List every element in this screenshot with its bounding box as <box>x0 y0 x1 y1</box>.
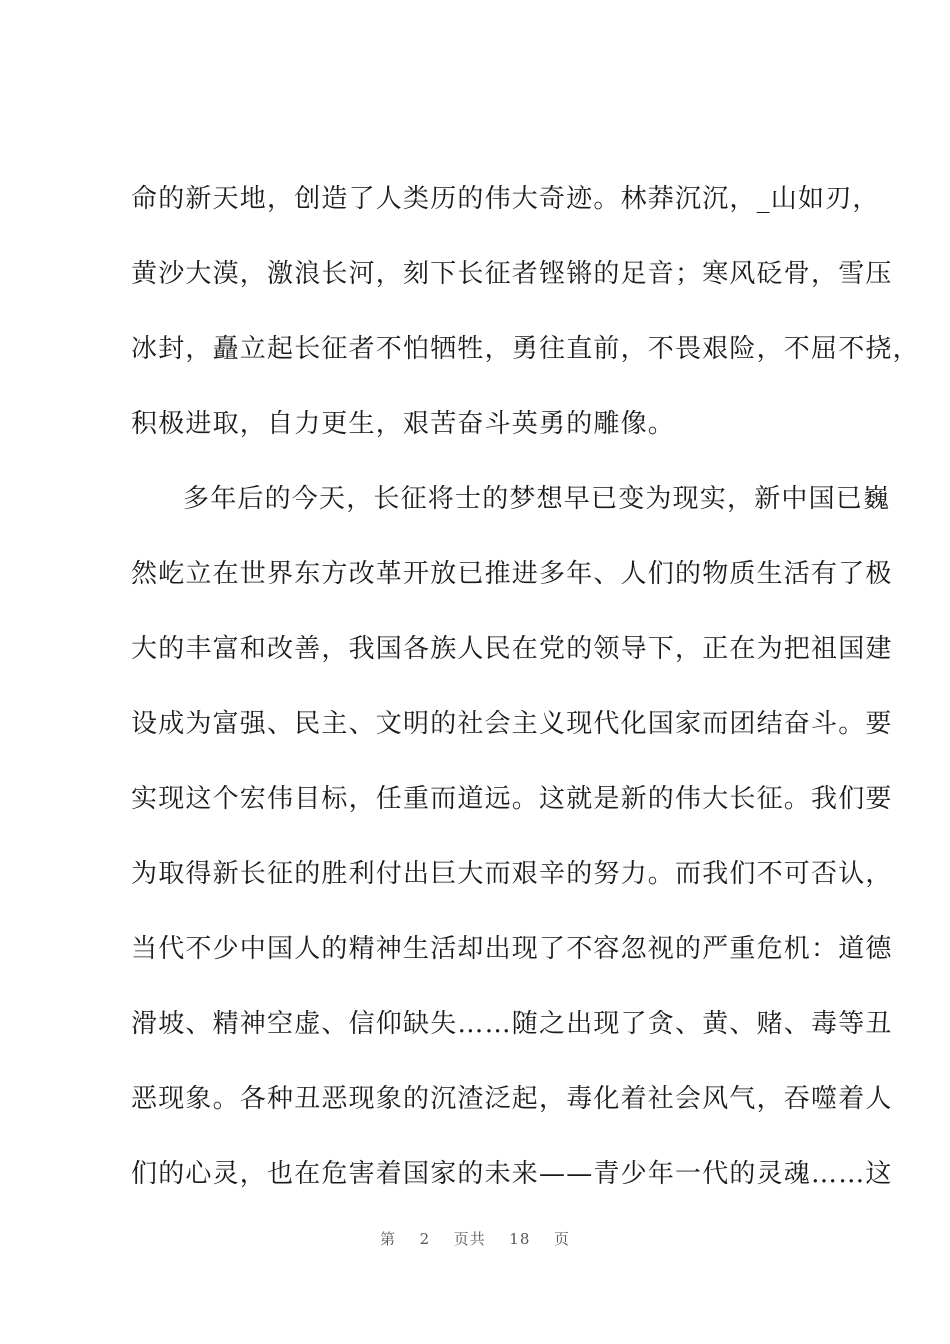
text-line: 滑坡、精神空虚、信仰缺失……随之出现了贪、黄、赌、毒等丑 <box>131 1009 893 1039</box>
total-pages-number: 18 <box>509 1230 531 1248</box>
text-line: 实现这个宏伟目标，任重而道远。这就是新的伟大长征。我们要 <box>131 784 893 814</box>
text-line: 命的新天地，创造了人类历的伟大奇迹。林莽沉沉，_山如刃， <box>131 184 880 214</box>
text-line: 们的心灵，也在危害着国家的未来——青少年一代的灵魂……这 <box>131 1159 893 1189</box>
text-line: 黄沙大漠，激浪长河，刻下长征者铿锵的足音；寒风砭骨，雪压 <box>131 259 893 289</box>
page-label-suffix: 页 <box>553 1230 570 1248</box>
text-line: 大的丰富和改善，我国各族人民在党的领导下，正在为把祖国建 <box>131 634 893 664</box>
text-line: 当代不少中国人的精神生活却出现了不容忽视的严重危机：道德 <box>131 934 893 964</box>
paragraph-first-line: 多年后的今天，长征将士的梦想早已变为现实，新中国已巍 <box>183 484 891 514</box>
page-label-mid: 页共 <box>453 1230 486 1248</box>
text-line: 然屹立在世界东方改革开放已推进多年、人们的物质生活有了极 <box>131 559 893 589</box>
page-label-prefix: 第 <box>380 1230 397 1248</box>
text-line: 积极进取，自力更生，艰苦奋斗英勇的雕像。 <box>131 409 676 439</box>
page-number-footer <box>0 1228 950 1249</box>
text-line: 冰封，矗立起长征者不怕牺牲，勇往直前，不畏艰险，不屈不挠， <box>131 334 920 364</box>
current-page-number: 2 <box>419 1230 431 1248</box>
text-line: 为取得新长征的胜利付出巨大而艰辛的努力。而我们不可否认， <box>131 859 893 889</box>
text-line: 恶现象。各种丑恶现象的沉渣泛起，毒化着社会风气，吞噬着人 <box>131 1084 893 1114</box>
text-line: 设成为富强、民主、文明的社会主义现代化国家而团结奋斗。要 <box>131 709 893 739</box>
